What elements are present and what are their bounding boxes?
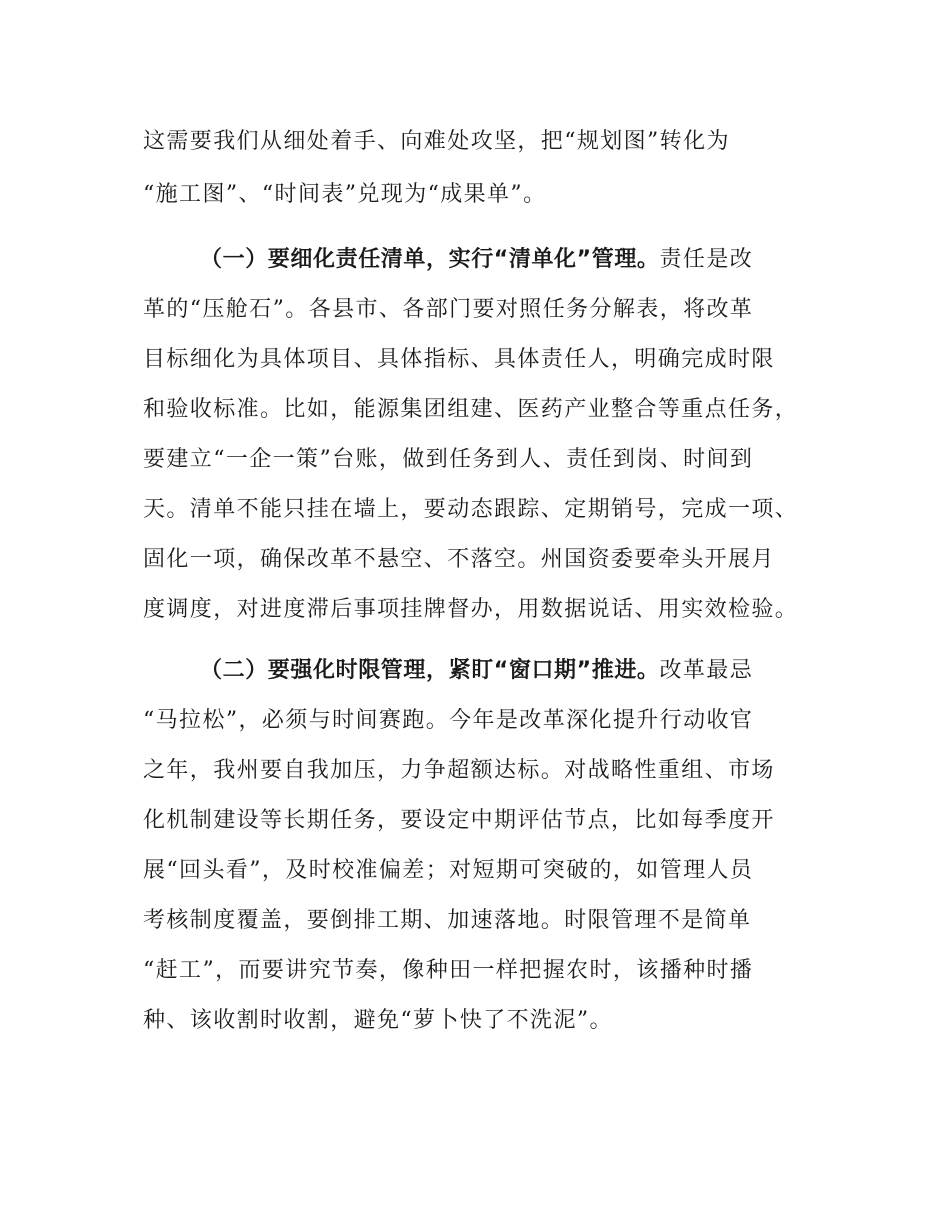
- text-line: 固化一项，确保改革不悬空、不落空。州国资委要牵头开展月: [143, 547, 775, 572]
- text-line: 化机制建设等长期任务，要设定中期评估节点，比如每季度开: [143, 808, 775, 833]
- text-line: 之年，我州要自我加压，力争超额达标。对战略性重组、市场: [143, 758, 775, 783]
- paragraph-first-line: [200, 245, 753, 275]
- section-heading-1: （一）要细化责任清单，实行“清单化”管理。: [200, 247, 660, 272]
- text-line: 和验收标准。比如，能源集团组建、医药产业整合等重点任务，: [143, 397, 799, 422]
- text-line: “施工图”、“时间表”兑现为“成果单”。: [143, 182, 547, 207]
- text-line: 度调度，对进度滞后事项挂牌督办，用数据说话、用实效检验。: [143, 597, 799, 622]
- section-heading-2: （二）要强化时限管理，紧盯“窗口期”推进。: [200, 658, 660, 683]
- text-line: 革的“压舱石”。各县市、各部门要对照任务分解表，将改革: [143, 297, 754, 322]
- text-line: 这需要我们从细处着手、向难处攻坚，把“规划图”转化为: [143, 129, 730, 154]
- text-line: 天。清单不能只挂在墙上，要动态跟踪、定期销号，完成一项、: [143, 497, 799, 522]
- text-line: “赶工”，而要讲究节奏，像种田一样把握农时，该播种时播: [143, 958, 754, 983]
- text-line: 目标细化为具体项目、具体指标、具体责任人，明确完成时限: [143, 347, 775, 372]
- text-line: 展“回头看”，及时校准偏差；对短期可突破的，如管理人员: [143, 858, 754, 883]
- text-line: “马拉松”，必须与时间赛跑。今年是改革深化提升行动收官: [143, 708, 754, 733]
- text-line: 考核制度覆盖，要倒排工期、加速落地。时限管理不是简单: [143, 908, 752, 933]
- text-run: 改革最忌: [659, 658, 754, 683]
- text-run: 责任是改: [659, 247, 754, 272]
- paragraph-first-line: [200, 656, 753, 686]
- text-line: 种、该收割时收割，避免“萝卜快了不洗泥”。: [143, 1008, 613, 1033]
- text-line: 要建立“一企一策”台账，做到任务到人、责任到岗、时间到: [143, 447, 754, 472]
